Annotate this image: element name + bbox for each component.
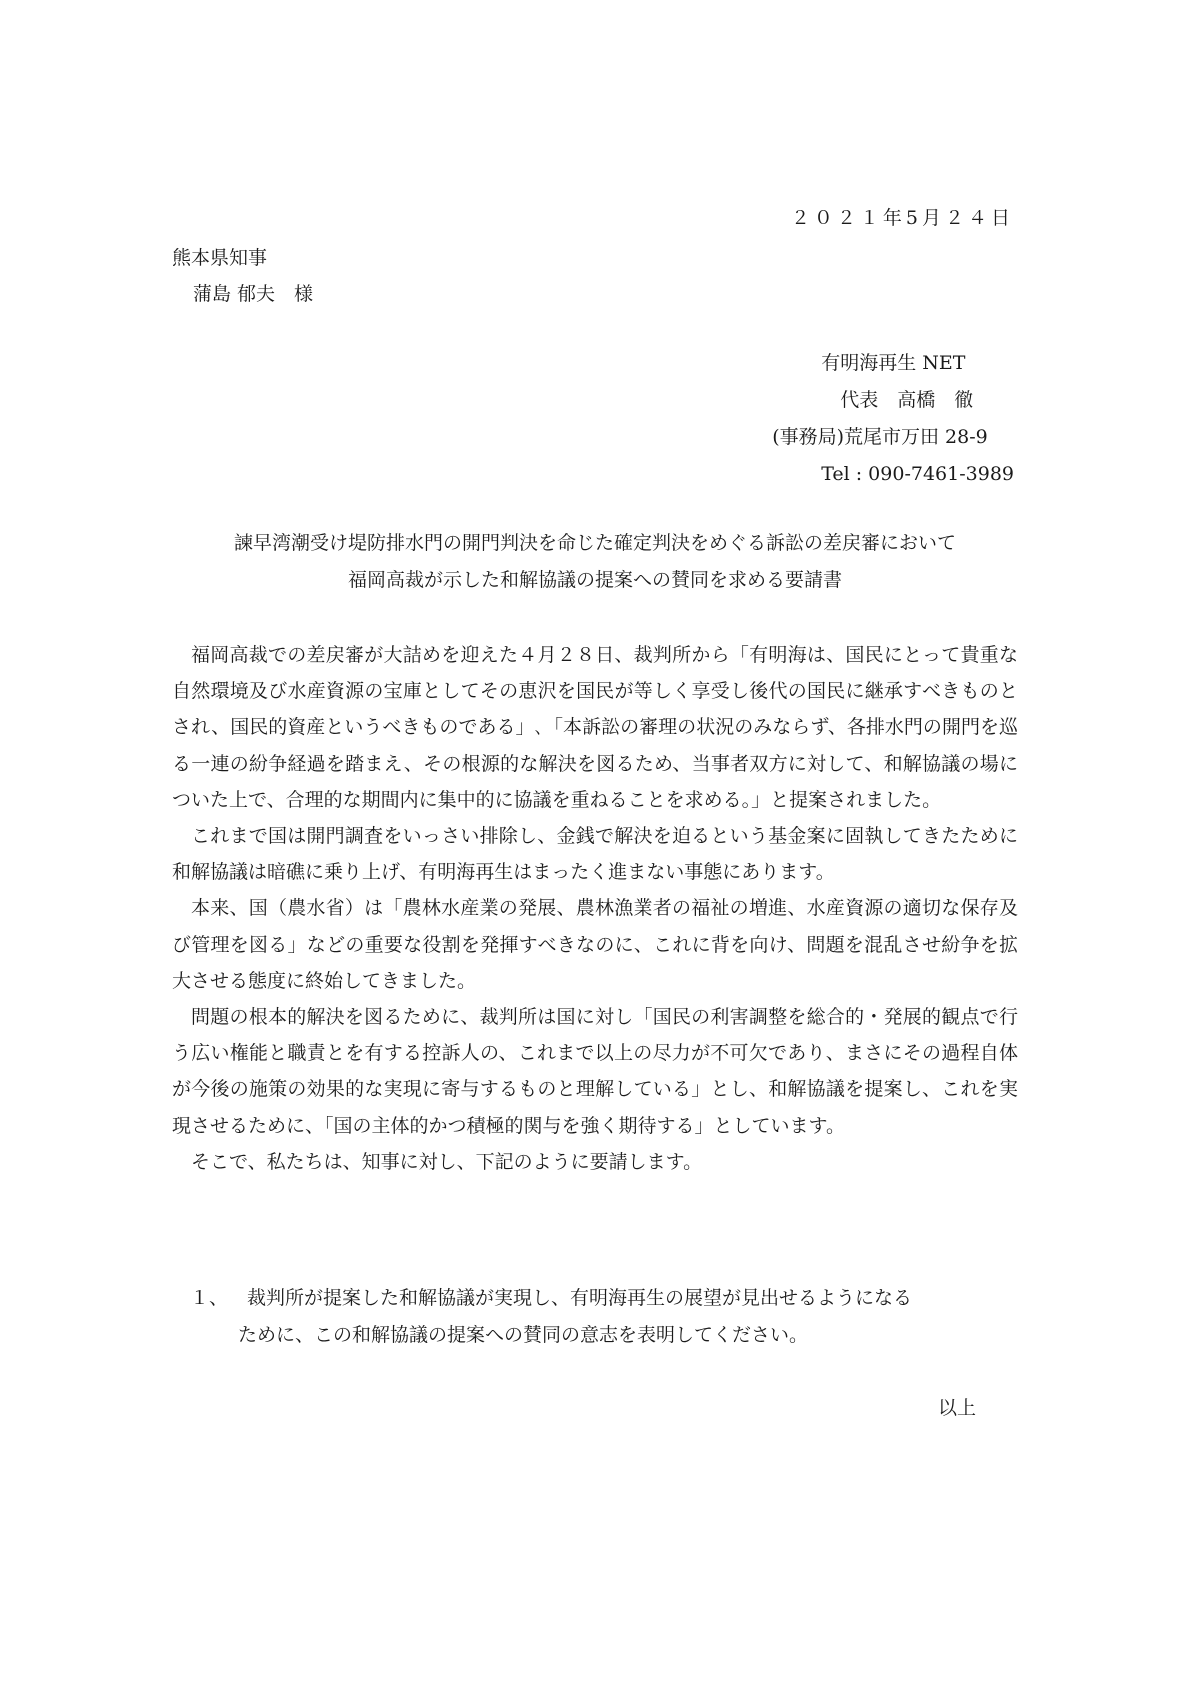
request-item — [190, 1280, 1018, 1354]
body-paragraph-4: 問題の根本的解決を図るために、裁判所は国に対し「国民の利害調整を総合的・発展的観点で行う広い権能と職責とを有する控訴人の、これまで以上の尽力が不可欠であり、まさにその過程自体が今後の施策の効果的な実現に寄与するものと理解している」とし、和解協議を提案し、これを実現させるために、「国の主体的かつ積極的関与を強く期待する」としています。 — [172, 1006, 1018, 1137]
document-date: ２０２１年5月２４日 — [790, 207, 1014, 229]
sender-telephone: Tel : 090-7461-3989 — [821, 463, 1014, 485]
request-number: １、 — [190, 1287, 229, 1309]
body-paragraph-3: 本来、国（農水省）は「農林水産業の発展、農林漁業者の福祉の増進、水産資源の適切な保存及び管理を図る」などの重要な役割を発揮すべきなのに、これに背を向け、問題を混乱させ紛争を拡大させる態度に終始してきました。 — [172, 897, 1018, 992]
body-paragraph-1: 福岡高裁での差戻審が大詰めを迎えた４月２８日、裁判所から「有明海は、国民にとって貴重な自然環境及び水産資源の宝庫としてその恵沢を国民が等しく享受し後代の国民に継承すべきものとされ、国民的資産というべきものである」､「本訴訟の審理の状況のみならず、各排水門の開門を巡る一連の紛争経過を踏まえ、その根源的な解決を図るため、当事者双方に対して、和解協議の場についた上で、合理的な期間内に集中的に協議を重ねることを求める。」と提案されました。 — [172, 644, 1018, 811]
addressee-name: 蒲島 郁夫 様 — [193, 283, 314, 305]
title-line-1: 諫早湾潮受け堤防排水門の開門判決を命じた確定判決をめぐる訴訟の差戻審において — [233, 532, 956, 554]
body-paragraph-5: そこで、私たちは、知事に対し、下記のように要請します。 — [191, 1150, 703, 1173]
sender-office-address: (事務局)荒尾市万田 28-9 — [772, 426, 988, 448]
sender-block — [772, 345, 1014, 493]
closing-mark: 以上 — [937, 1397, 976, 1419]
body-paragraph-2: これまで国は開門調査をいっさい排除し、金銭で解決を迫るという基金案に固執してきたために和解協議は暗礁に乗り上げ、有明海再生はまったく進まない事態にあります。 — [172, 825, 1018, 884]
document-title — [160, 525, 1030, 599]
sender-representative: 代表 高橋 徹 — [840, 389, 974, 411]
title-line-2: 福岡高裁が示した和解協議の提案への賛同を求める要請書 — [347, 569, 842, 591]
addressee-title: 熊本県知事 — [172, 247, 268, 269]
request-line-2: ために、この和解協議の提案への賛同の意志を表明してください。 — [238, 1324, 809, 1346]
addressee-block — [172, 240, 313, 312]
sender-organization: 有明海再生 NET — [821, 352, 966, 374]
request-line-1: 裁判所が提案した和解協議が実現し、有明海再生の展望が見出せるようになる — [247, 1287, 913, 1309]
document-body — [172, 637, 1018, 1180]
